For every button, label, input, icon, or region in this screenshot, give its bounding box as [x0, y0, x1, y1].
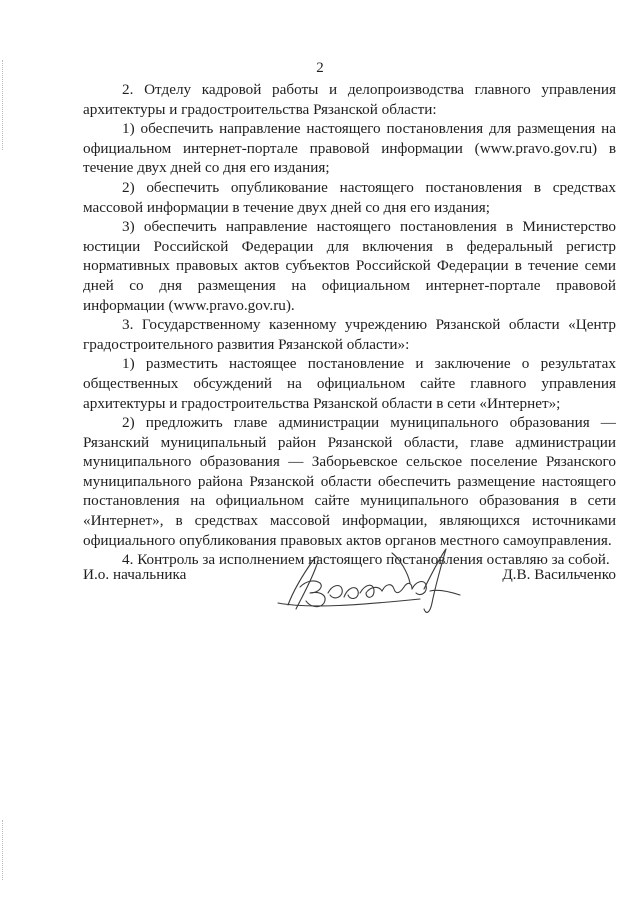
paragraph-item-2: 2. Отделу кадровой работы и делопроизводства главного управления архитектуры и градостроительства Рязанской области: — [83, 81, 616, 118]
paragraph-item-3-2: 2) предложить главе администрации муниципального образования — Рязанский муниципальный район Рязанской области, главе администрации муниципального образования — Заборьевское сельское поселение Рязанского муниципального района Рязанской области обеспечить размещение настоящего постановления на официальном сайте муниципального образования в сети «Интернет», в средствах массовой информации, являющихся источниками официального опубликования правовых актов органов местного самоуправления. — [83, 414, 616, 549]
document-body — [83, 80, 616, 570]
paragraph-item-2-1: 1) обеспечить направление настоящего постановления для размещения на официальном интернет-портале правовой информации (www.pravo.gov.ru) в течение двух дней со дня его издания; — [83, 120, 616, 177]
signature-block — [83, 545, 616, 620]
handwritten-signature — [270, 543, 470, 618]
page-number: 2 — [316, 60, 324, 76]
scan-edge-mark-top — [2, 60, 7, 150]
paragraph-item-4: 4. Контроль за исполнением настоящего постановления оставляю за собой. — [122, 551, 610, 569]
paragraph-item-3-1: 1) разместить настоящее постановление и заключение о результатах общественных обсуждений на официальном сайте главного управления архитектуры и градостроительства Рязанской области в сети «Интернет»; — [83, 355, 616, 412]
paragraph-item-3: 3. Государственному казенному учреждению Рязанской области «Центр градостроительного развития Рязанской области»: — [83, 316, 616, 353]
signatory-name: Д.В. Васильченко — [502, 566, 616, 583]
paragraph-item-2-2: 2) обеспечить опубликование настоящего постановления в средствах массовой информации в течение двух дней со дня его издания; — [83, 178, 616, 216]
scan-edge-mark-bottom — [2, 820, 7, 880]
signatory-position: И.о. начальника — [83, 566, 187, 583]
paragraph-item-2-3: 3) обеспечить направление настоящего постановления в Министерство юстиции Российской Федерации для включения в федеральный регистр нормативных правовых актов субъектов Российской Федерации в течение семи дней со дня размещения на официальном интернет-портале правовой информации (www.pravo.gov.ru). — [83, 218, 616, 314]
